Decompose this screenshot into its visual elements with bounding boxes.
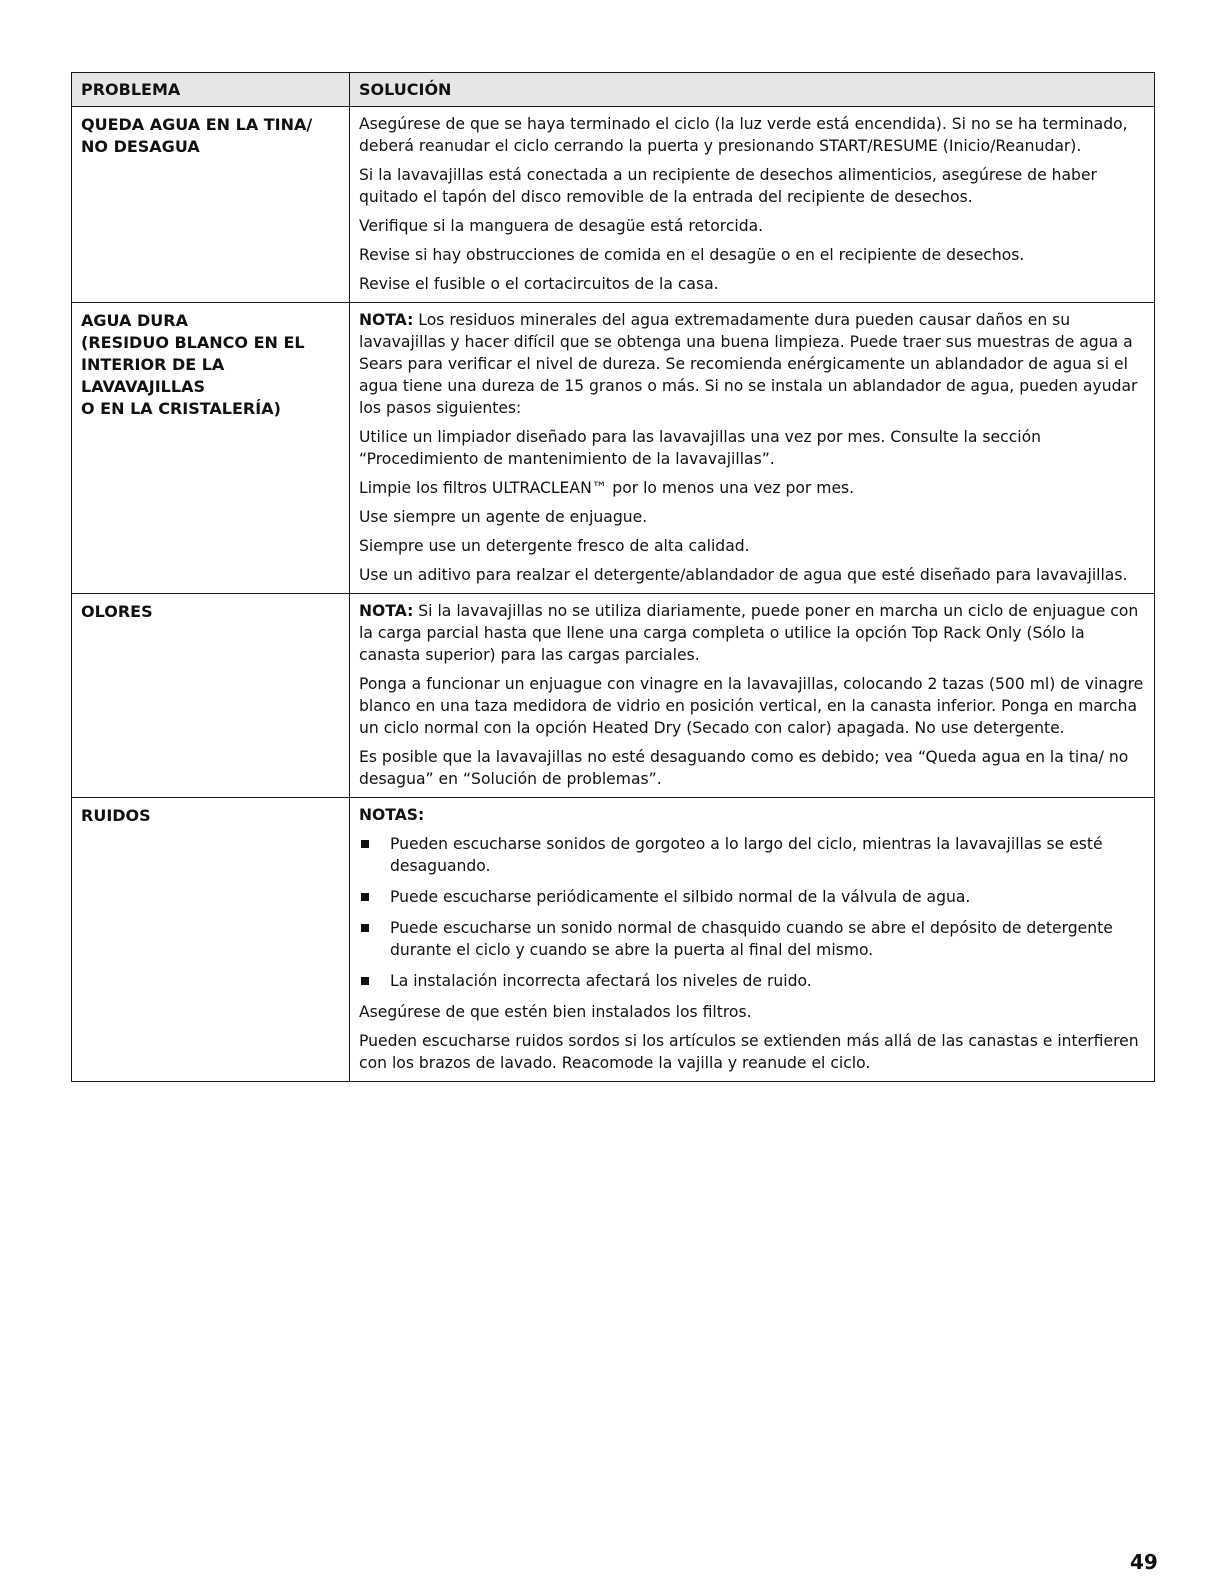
list-item (359, 970, 1145, 992)
square-bullet-icon (361, 893, 369, 901)
list-item (359, 833, 1145, 877)
problem-cell (72, 798, 350, 1082)
square-bullet-icon (361, 840, 369, 848)
solution-paragraph: Verifique si la manguera de desagüe está retorcida. (359, 217, 764, 235)
list-item (359, 917, 1145, 961)
problem-line: (RESIDUO BLANCO EN EL (81, 333, 305, 352)
problem-line: RUIDOS (81, 806, 151, 825)
table-row (72, 303, 1155, 594)
solution-paragraph: Revise si hay obstrucciones de comida en el desagüe o en el recipiente de desechos. (359, 246, 1025, 264)
table-row (72, 107, 1155, 303)
solution-paragraph: Utilice un limpiador diseñado para las lavavajillas una vez por mes. Consulte la sección “Procedimiento de mantenimiento de la lavavajillas”. (359, 428, 1042, 468)
square-bullet-icon (361, 977, 369, 985)
problem-cell (72, 303, 350, 594)
problem-cell (72, 107, 350, 303)
solution-cell (350, 303, 1155, 594)
solution-paragraph: Es posible que la lavavajillas no esté desaguando como es debido; vea “Queda agua en la tina/ no desagua” en “Solución de problemas”. (359, 748, 1129, 788)
bullet-list (359, 833, 1145, 992)
problem-line: NO DESAGUA (81, 137, 200, 156)
page-number: 49 (1130, 1550, 1158, 1574)
bullet-text: La instalación incorrecta afectará los niveles de ruido. (390, 972, 812, 990)
problem-line: OLORES (81, 602, 153, 621)
solution-paragraph: Asegúrese de que estén bien instalados los filtros. (359, 1003, 752, 1021)
bullet-text: Puede escucharse un sonido normal de chasquido cuando se abre el depósito de detergente durante el ciclo y cuando se abre la puerta al final del mismo. (390, 919, 1113, 959)
problem-line: AGUA DURA (81, 311, 188, 330)
solution-cell (350, 107, 1155, 303)
square-bullet-icon (361, 924, 369, 932)
solution-paragraph: Ponga a funcionar un enjuague con vinagre en la lavavajillas, colocando 2 tazas (500 ml) de vinagre blanco en una taza medidora de vidrio en posición vertical, en la canasta inferior. Ponga en marcha un ciclo normal con la opción Heated Dry (Secado con calor) apagada. No use detergente. (359, 675, 1144, 737)
solution-paragraph: Use siempre un agente de enjuague. (359, 508, 648, 526)
note-label: NOTA: (359, 602, 414, 620)
bullet-text: Pueden escucharse sonidos de gorgoteo a lo largo del ciclo, mientras la lavavajillas se esté desaguando. (390, 835, 1103, 875)
problem-line: O EN LA CRISTALERÍA) (81, 399, 281, 418)
note-paragraph (359, 600, 1145, 666)
table-row (72, 798, 1155, 1082)
header-solution: SOLUCIÓN (350, 73, 1155, 107)
solution-paragraph: Revise el fusible o el cortacircuitos de la casa. (359, 275, 719, 293)
solution-cell (350, 594, 1155, 798)
table-row (72, 594, 1155, 798)
list-item (359, 886, 1145, 908)
solution-paragraph: Use un aditivo para realzar el detergente/ablandador de agua que esté diseñado para lavavajillas. (359, 566, 1128, 584)
note-text: Si la lavavajillas no se utiliza diariamente, puede poner en marcha un ciclo de enjuague con la carga parcial hasta que llene una carga completa o utilice la opción Top Rack Only (Sólo la canasta superior) para las cargas parciales. (359, 602, 1139, 664)
problem-cell (72, 594, 350, 798)
solution-paragraph: Pueden escucharse ruidos sordos si los artículos se extienden más allá de las canastas e interfieren con los brazos de lavado. Reacomode la vajilla y reanude el ciclo. (359, 1032, 1139, 1072)
note-label: NOTA: (359, 311, 414, 329)
note-paragraph (359, 309, 1145, 419)
problem-line: QUEDA AGUA EN LA TINA/ (81, 115, 313, 134)
solution-paragraph: Si la lavavajillas está conectada a un recipiente de desechos alimenticios, asegúrese de haber quitado el tapón del disco removible de la entrada del recipiente de desechos. (359, 166, 1097, 206)
table-header-row (72, 73, 1155, 107)
note-text: Los residuos minerales del agua extremadamente dura pueden causar daños en su lavavajillas y hacer difícil que se obtenga una buena limpieza. Puede traer sus muestras de agua a Sears para verificar el nivel de dureza. Se recomienda enérgicamente un ablandador de agua si el agua tiene una dureza de 15 granos o más. Si no se instala un ablandador de agua, pueden ayudar los pasos siguientes: (359, 311, 1138, 417)
troubleshooting-table (71, 72, 1155, 1082)
solution-paragraph: Asegúrese de que se haya terminado el ciclo (la luz verde está encendida). Si no se ha terminado, deberá reanudar el ciclo cerrando la puerta y presionando START/RESUME (Inicio/Reanudar). (359, 115, 1128, 155)
problem-line: INTERIOR DE LA LAVAVAJILLAS (81, 355, 225, 396)
solution-cell (350, 798, 1155, 1082)
notes-label: NOTAS: (359, 806, 425, 824)
header-problem: PROBLEMA (72, 73, 350, 107)
solution-paragraph: Limpie los filtros ULTRACLEAN™ por lo menos una vez por mes. (359, 479, 855, 497)
bullet-text: Puede escucharse periódicamente el silbido normal de la válvula de agua. (390, 888, 971, 906)
solution-paragraph: Siempre use un detergente fresco de alta calidad. (359, 537, 750, 555)
